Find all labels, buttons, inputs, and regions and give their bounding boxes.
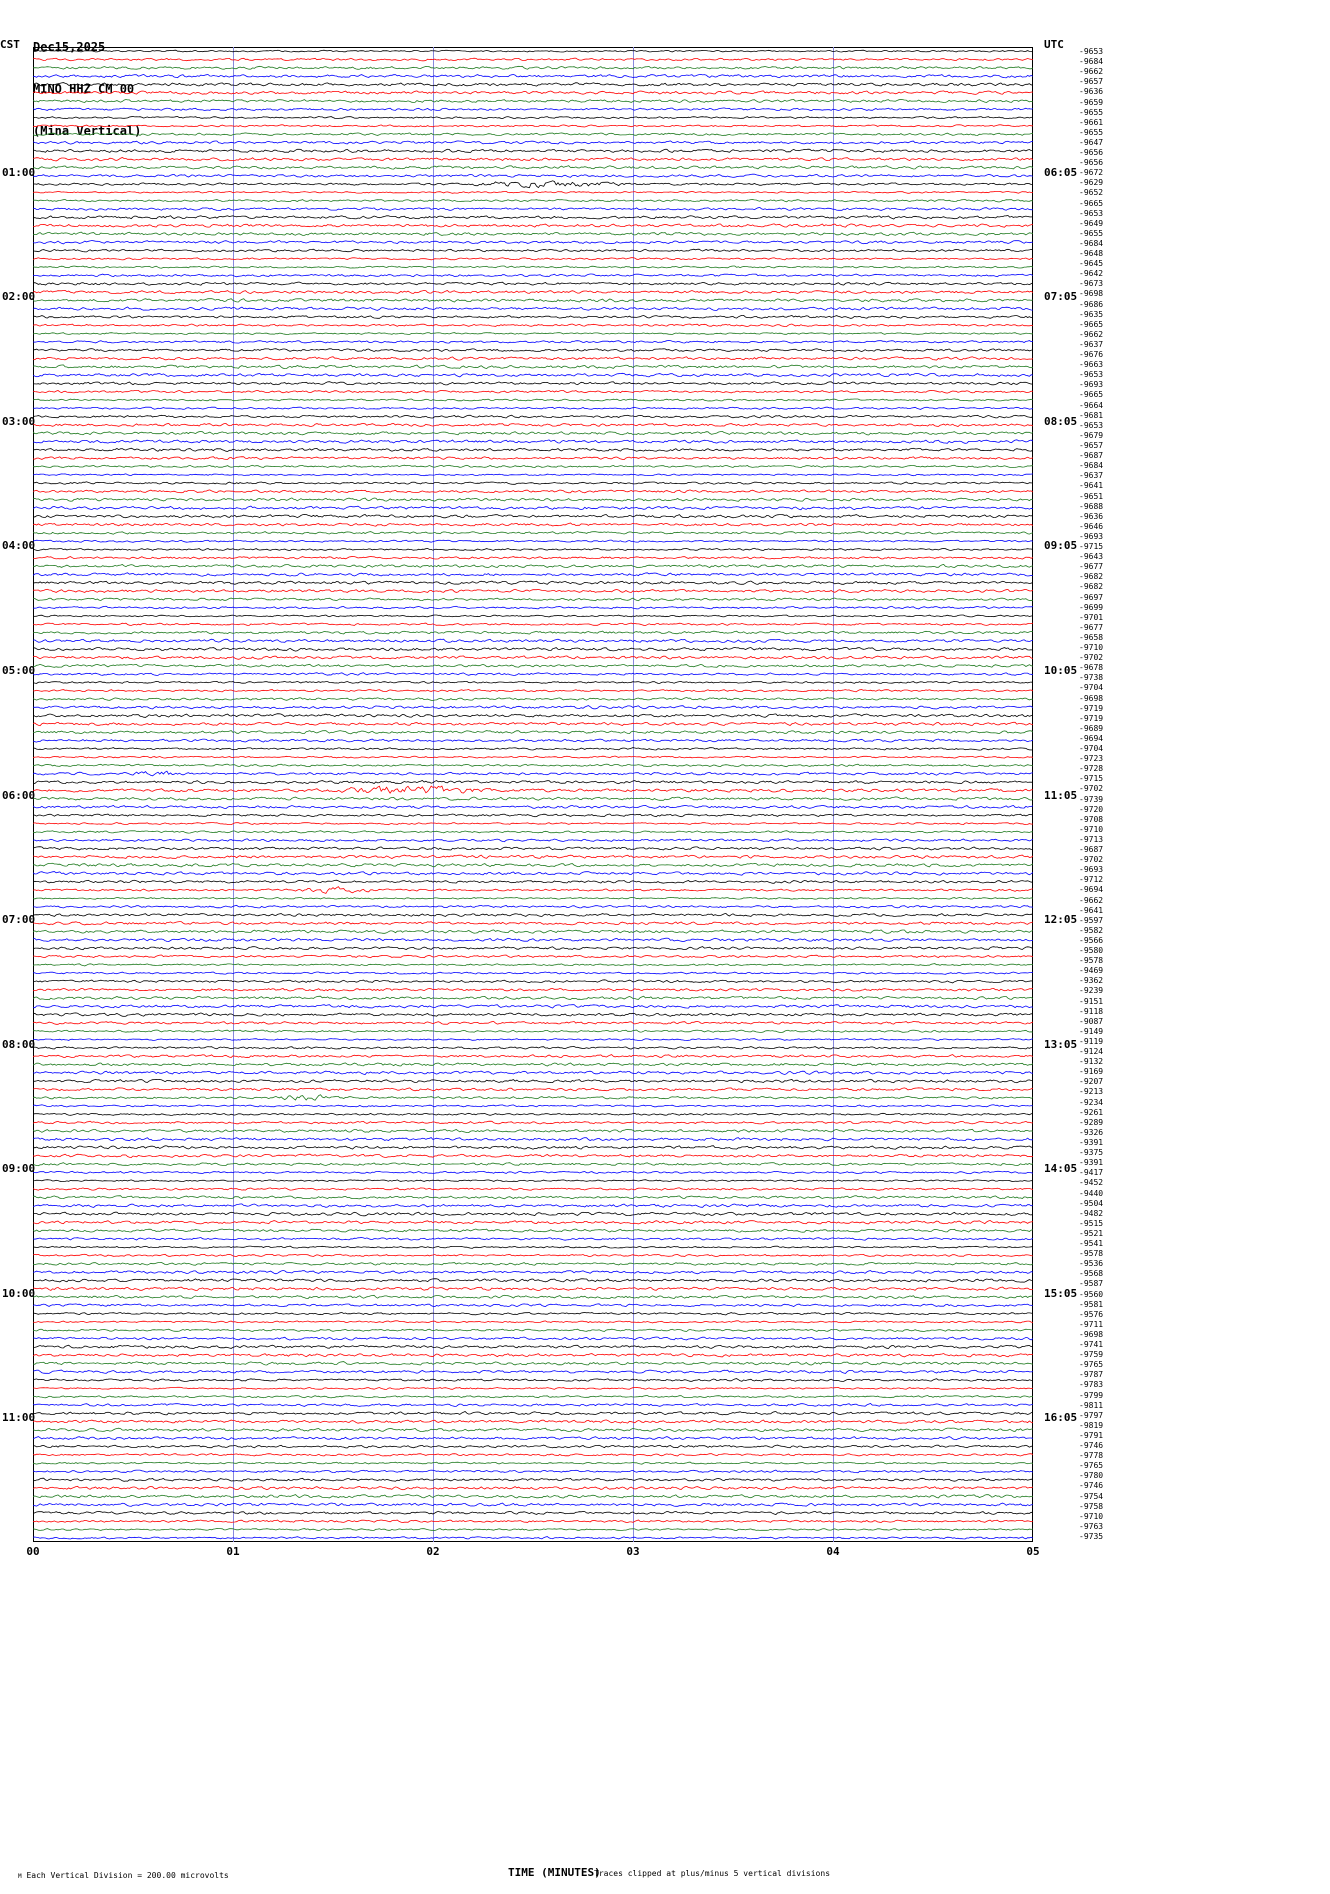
amplitude-label: -9646 xyxy=(1079,521,1104,531)
amplitude-label: -9649 xyxy=(1079,218,1104,228)
amplitude-label: -9673 xyxy=(1079,279,1104,289)
amplitude-label: -9662 xyxy=(1079,67,1104,77)
x-tick-00: 00 xyxy=(26,1545,40,1558)
amplitude-label: -9741 xyxy=(1079,1340,1104,1350)
amplitude-label: -9684 xyxy=(1079,57,1104,67)
amplitude-label: -9711 xyxy=(1079,1319,1104,1329)
amplitude-label: -9362 xyxy=(1079,976,1104,986)
clip-note: Traces clipped at plus/minus 5 vertical divisions xyxy=(594,1869,831,1878)
right-timezone-label: UTC xyxy=(1044,38,1064,51)
amplitude-label: -9118 xyxy=(1079,1006,1104,1016)
amplitude-label: -9754 xyxy=(1079,1491,1104,1501)
right-hour-label-5: 11:05 xyxy=(1044,788,1078,802)
amplitude-label: -9641 xyxy=(1079,905,1104,915)
header-description: (Mina Vertical) xyxy=(33,124,142,138)
amplitude-label: -9797 xyxy=(1079,1410,1104,1420)
amplitude-label: -9783 xyxy=(1079,1380,1104,1390)
header-station: MINO HHZ CM 00 xyxy=(33,82,135,96)
amplitude-label: -9693 xyxy=(1079,380,1104,390)
amplitude-label: -9440 xyxy=(1079,1188,1104,1198)
amplitude-label: -9688 xyxy=(1079,501,1104,511)
amplitude-label: -9712 xyxy=(1079,875,1104,885)
amplitude-label: -9701 xyxy=(1079,612,1104,622)
amplitude-label: -9694 xyxy=(1079,733,1104,743)
amplitude-label: -9663 xyxy=(1079,360,1104,370)
left-hour-label-5: 06:00 xyxy=(2,788,36,802)
left-timezone-label: CST xyxy=(0,38,20,51)
amplitude-label: -9629 xyxy=(1079,178,1104,188)
amplitude-label: -9375 xyxy=(1079,1148,1104,1158)
left-hour-label-1: 02:00 xyxy=(2,290,36,304)
amplitude-label: -9234 xyxy=(1079,1097,1104,1107)
right-hour-label-8: 14:05 xyxy=(1044,1162,1078,1176)
amplitude-label: -9694 xyxy=(1079,885,1104,895)
amplitude-label: -9169 xyxy=(1079,1067,1104,1077)
left-hour-label-9: 10:00 xyxy=(2,1286,36,1300)
amplitude-label: -9676 xyxy=(1079,350,1104,360)
amplitude-label: -9702 xyxy=(1079,855,1104,865)
amplitude-label: -9765 xyxy=(1079,1461,1104,1471)
right-hour-label-9: 15:05 xyxy=(1044,1286,1078,1300)
amplitude-label: -9391 xyxy=(1079,1137,1104,1147)
amplitude-label: -9642 xyxy=(1079,269,1104,279)
amplitude-label: -9728 xyxy=(1079,764,1104,774)
header-date: Dec15,2025 xyxy=(33,40,106,54)
amplitude-label: -9693 xyxy=(1079,531,1104,541)
amplitude-label: -9641 xyxy=(1079,481,1104,491)
x-tick-04: 04 xyxy=(826,1545,840,1558)
amplitude-label: -9587 xyxy=(1079,1279,1104,1289)
amplitude-label: -9643 xyxy=(1079,552,1104,562)
left-hour-label-8: 09:00 xyxy=(2,1162,36,1176)
amplitude-label: -9541 xyxy=(1079,1239,1104,1248)
left-hour-label-0: 01:00 xyxy=(2,165,36,179)
amplitude-label: -9715 xyxy=(1079,542,1104,552)
amplitude-label: -9763 xyxy=(1079,1521,1104,1531)
amplitude-label: -9578 xyxy=(1079,956,1104,966)
left-hour-label-10: 11:00 xyxy=(2,1411,36,1425)
amplitude-label: -9239 xyxy=(1079,986,1104,996)
amplitude-label: -9637 xyxy=(1079,339,1104,349)
amplitude-label: -9469 xyxy=(1079,966,1104,976)
right-hour-label-10: 16:05 xyxy=(1044,1411,1078,1425)
amplitude-label: -9521 xyxy=(1079,1228,1104,1238)
right-hour-label-4: 10:05 xyxy=(1044,663,1078,677)
amplitude-label: -9651 xyxy=(1079,491,1104,501)
amplitude-label: -9124 xyxy=(1079,1047,1104,1057)
left-hour-label-4: 05:00 xyxy=(2,663,36,677)
amplitude-label: -9719 xyxy=(1079,713,1104,723)
amplitude-label: -9665 xyxy=(1079,390,1104,400)
amplitude-label: -9655 xyxy=(1079,228,1104,238)
amplitude-label: -9702 xyxy=(1079,653,1104,663)
amplitude-label: -9681 xyxy=(1079,410,1104,420)
amplitude-label: -9684 xyxy=(1079,461,1104,471)
amplitude-label: -9391 xyxy=(1079,1158,1104,1168)
amplitude-label: -9702 xyxy=(1079,784,1104,794)
amplitude-label: -9657 xyxy=(1079,441,1104,450)
left-hour-label-6: 07:00 xyxy=(2,913,36,927)
amplitude-label: -9536 xyxy=(1079,1259,1104,1269)
amplitude-label: -9715 xyxy=(1079,774,1104,784)
amplitude-label: -9326 xyxy=(1079,1127,1104,1137)
amplitude-label: -9657 xyxy=(1079,77,1104,87)
amplitude-label: -9672 xyxy=(1079,168,1104,178)
amplitude-label: -9746 xyxy=(1079,1481,1104,1491)
amplitude-label: -9653 xyxy=(1079,420,1104,430)
right-hour-label-6: 12:05 xyxy=(1044,913,1078,927)
amplitude-label: -9568 xyxy=(1079,1269,1104,1279)
amplitude-label: -9738 xyxy=(1079,673,1104,683)
right-hour-label-3: 09:05 xyxy=(1044,539,1078,553)
x-tick-05: 05 xyxy=(1026,1545,1040,1558)
amplitude-label: -9791 xyxy=(1079,1430,1104,1440)
amplitude-label: -9698 xyxy=(1079,289,1104,299)
amplitude-label: -9780 xyxy=(1079,1471,1104,1481)
amplitude-label: -9119 xyxy=(1079,1036,1104,1046)
amplitude-label: -9710 xyxy=(1079,1511,1104,1521)
amplitude-label: -9576 xyxy=(1079,1309,1104,1319)
amplitude-label: -9759 xyxy=(1079,1350,1104,1360)
amplitude-label: -9658 xyxy=(1079,632,1104,642)
amplitude-label: -9653 xyxy=(1079,47,1104,57)
left-hour-label-2: 03:00 xyxy=(2,414,36,428)
amplitude-label: -9698 xyxy=(1079,693,1104,703)
right-hour-label-7: 13:05 xyxy=(1044,1037,1078,1051)
amplitude-label: -9698 xyxy=(1079,1329,1104,1339)
amplitude-label: -9708 xyxy=(1079,814,1104,824)
amplitude-label: -9261 xyxy=(1079,1107,1104,1117)
amplitude-label: -9723 xyxy=(1079,754,1104,764)
amplitude-label: -9677 xyxy=(1079,562,1104,572)
amplitude-label: -9662 xyxy=(1079,329,1104,339)
amplitude-label: -9679 xyxy=(1079,430,1104,440)
amplitude-label: -9087 xyxy=(1079,1016,1104,1026)
amplitude-label: -9704 xyxy=(1079,683,1104,693)
amplitude-label: -9704 xyxy=(1079,744,1104,754)
amplitude-label: -9662 xyxy=(1079,895,1104,905)
amplitude-label: -9710 xyxy=(1079,824,1104,834)
amplitude-label: -9635 xyxy=(1079,309,1104,319)
amplitude-label: -9811 xyxy=(1079,1400,1104,1410)
amplitude-label: -9580 xyxy=(1079,946,1104,956)
amplitude-label: -9582 xyxy=(1079,925,1104,935)
left-hour-label-3: 04:00 xyxy=(2,539,36,553)
amplitude-label: -9693 xyxy=(1079,865,1104,875)
left-hour-label-7: 08:00 xyxy=(2,1037,36,1051)
amplitude-label: -9720 xyxy=(1079,804,1104,814)
seismogram-plot xyxy=(33,47,1033,1542)
amplitude-label: -9647 xyxy=(1079,137,1104,147)
amplitude-label: -9213 xyxy=(1079,1087,1104,1097)
x-axis-label: TIME (MINUTES) xyxy=(508,1866,601,1879)
amplitude-label: -9687 xyxy=(1079,845,1104,855)
right-hour-label-1: 07:05 xyxy=(1044,290,1078,304)
right-hour-label-2: 08:05 xyxy=(1044,414,1078,428)
amplitude-label: -9636 xyxy=(1079,87,1104,97)
amplitude-label: -9645 xyxy=(1079,259,1104,269)
amplitude-label: -9656 xyxy=(1079,148,1104,158)
amplitude-label: -9636 xyxy=(1079,511,1104,521)
amplitude-label: -9661 xyxy=(1079,117,1104,127)
scale-note xyxy=(18,1871,229,1880)
amplitude-label: -9289 xyxy=(1079,1117,1104,1127)
amplitude-label: -9678 xyxy=(1079,663,1104,673)
amplitude-label: -9659 xyxy=(1079,97,1104,107)
amplitude-label: -9689 xyxy=(1079,723,1104,733)
amplitude-label: -9482 xyxy=(1079,1208,1104,1218)
amplitude-label: -9597 xyxy=(1079,915,1104,925)
amplitude-label: -9746 xyxy=(1079,1441,1104,1451)
amplitude-label: -9719 xyxy=(1079,703,1104,713)
amplitude-label: -9765 xyxy=(1079,1360,1104,1370)
amplitude-label: -9652 xyxy=(1079,188,1104,198)
amplitude-label: -9758 xyxy=(1079,1501,1104,1511)
amplitude-label: -9566 xyxy=(1079,935,1104,945)
amplitude-label: -9697 xyxy=(1079,592,1104,602)
x-tick-03: 03 xyxy=(626,1545,640,1558)
amplitude-label: -9653 xyxy=(1079,208,1104,218)
amplitude-label: -9515 xyxy=(1079,1218,1104,1228)
amplitude-label: -9735 xyxy=(1079,1531,1104,1541)
amplitude-label: -9637 xyxy=(1079,471,1104,481)
scale-note-text: Each Vertical Division = 200.00 microvolts xyxy=(26,1871,229,1880)
amplitude-label: -9677 xyxy=(1079,622,1104,632)
amplitude-label: -9578 xyxy=(1079,1249,1104,1259)
x-tick-01: 01 xyxy=(226,1545,240,1558)
amplitude-label: -9778 xyxy=(1079,1451,1104,1461)
x-tick-02: 02 xyxy=(426,1545,440,1558)
amplitude-label: -9684 xyxy=(1079,238,1104,248)
amplitude-label: -9560 xyxy=(1079,1289,1104,1299)
right-hour-label-0: 06:05 xyxy=(1044,165,1078,179)
amplitude-label: -9648 xyxy=(1079,249,1104,259)
amplitude-label: -9713 xyxy=(1079,834,1104,844)
amplitude-label: -9655 xyxy=(1079,127,1104,137)
amplitude-label: -9787 xyxy=(1079,1370,1104,1380)
amplitude-label: -9665 xyxy=(1079,319,1104,329)
amplitude-label: -9686 xyxy=(1079,299,1104,309)
amplitude-label: -9151 xyxy=(1079,996,1104,1006)
amplitude-label: -9687 xyxy=(1079,451,1104,461)
amplitude-label: -9799 xyxy=(1079,1390,1104,1400)
amplitude-label: -9207 xyxy=(1079,1077,1104,1087)
amplitude-label: -9699 xyxy=(1079,602,1104,612)
amplitude-label: -9682 xyxy=(1079,572,1104,582)
amplitude-label: -9710 xyxy=(1079,643,1104,653)
amplitude-label: -9452 xyxy=(1079,1178,1104,1188)
amplitude-label: -9664 xyxy=(1079,400,1104,410)
amplitude-label: -9665 xyxy=(1079,198,1104,208)
amplitude-label: -9656 xyxy=(1079,158,1104,168)
amplitude-label: -9653 xyxy=(1079,370,1104,380)
amplitude-label: -9504 xyxy=(1079,1198,1104,1208)
amplitude-label: -9739 xyxy=(1079,794,1104,804)
amplitude-label: -9149 xyxy=(1079,1026,1104,1036)
amplitude-label: -9682 xyxy=(1079,582,1104,592)
amplitude-label: -9417 xyxy=(1079,1168,1104,1178)
amplitude-label: -9581 xyxy=(1079,1299,1104,1309)
amplitude-label: -9819 xyxy=(1079,1420,1104,1430)
amplitude-label: -9132 xyxy=(1079,1057,1104,1067)
scale-prefix: M xyxy=(18,1873,22,1880)
amplitude-label: -9655 xyxy=(1079,107,1104,117)
